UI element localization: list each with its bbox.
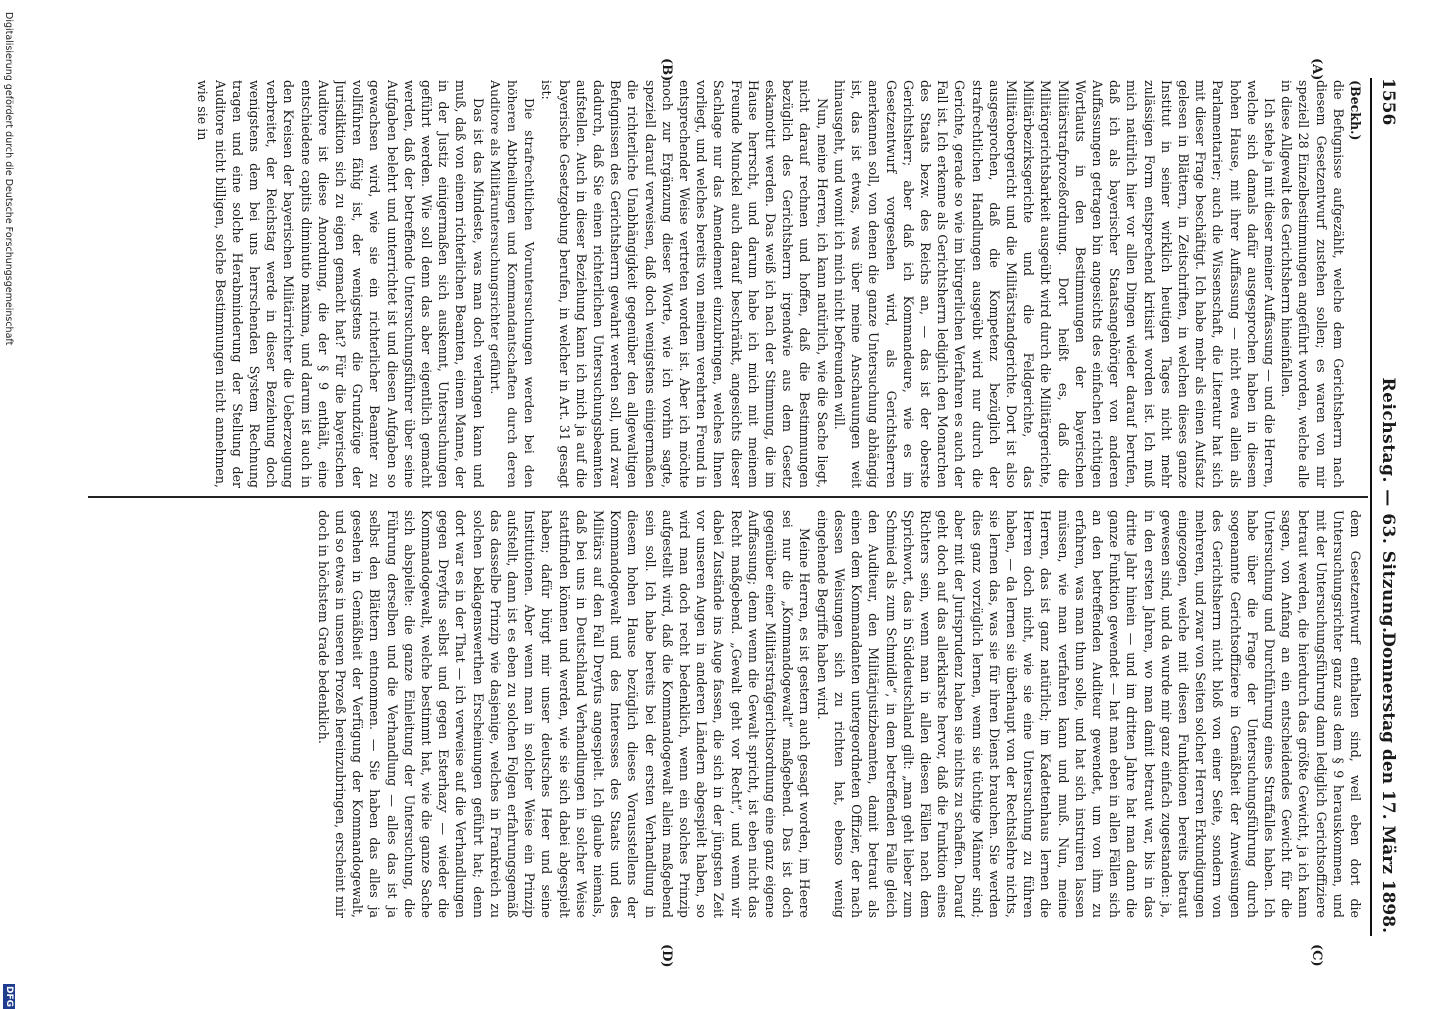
digitization-credit	[3, 12, 14, 345]
right-column	[94, 510, 1364, 918]
paragraph: dem Gesetzentwurf enthalten sind, weil eben dort die Untersuchungsrichter ganz aus dem § 9 herauskommen, und mit der Untersuchungsführung dann lediglich Gerichtsoffiziere betraut werden, die hierdurch das größte Gewicht, ja ich kann sagen, von Anfang an ein entscheidendes Gewicht für die Untersuchung und Durchführung eines Straffalles haben. Ich habe über die Frage der Untersuchungsführung durch sogenannte Gerichtsoffiziere in Gemäßheit der Anweisungen des Gerichtsherrn nicht bloß von einer Seite, sondern von mehreren, und zwar von Seiten solcher Herren Erkundigungen eingezogen, welche mit diesen Funktionen bereits betraut gewesen sind, und da wurde mir ganz einfach zugestanden: ja, in den ersten Jahren, wo man damit betraut war, bis in das dritte Jahr hinein — und im dritten Jahre hat man dann die ganze Funktion gewendet — hat man eben in allen Fällen sich an den betreffenden Auditeur gewendet, um von ihm zu erfahren, was man thun solle, und hat sich instruiren lassen müssen, wie man verfahren kann und muß. Nun, meine Herren, das ist ganz natürlich; im Kadettenhaus lernen die Herren doch nicht, wie sie eine Untersuchung zu führen haben, — da lernen sie überhaupt von der Rechtslehre nichts, sie lernen das, was sie für ihren Dienst brauchen. Sie werden dies ganz vorzüglich lernen, wenn sie tüchtige Männer sind; aber mit der Jurisprudenz haben sie nichts zu schaffen. Darauf geht doch auf das allerklarste hervor, daß die Funktion eines Richters sein, wenn man in allen diesen Fällen nach dem Sprichwort, das in Süddeutschland gilt: „man geht lieber zum Schmied als zum Schmidle“, in dem betreffenden Falle gleich den Auditeur, den Militärjustizbeamten, damit betraut als einen dem Kommandanten untergeordneten Offizier, der nach dessen Weisungen sich zu richten hat, ebenso wenig eingehende Begriffe haben wird.	[814, 510, 1363, 918]
page-header	[1374, 78, 1404, 933]
column-divider	[88, 496, 1368, 498]
paragraph: Nun, meine Herren, ich kann natürlich, wie die Sache liegt, nicht darauf rechnen und hoffen, daß die Bestimmungen bezüglich des Gerichtsherrn irgendwie aus dem Gesetz eskamotirt werden. Das weiß ich nach der Stimmung, die im Hause herrscht, und darum habe ich mich mit meinem Freunde Munckel auch darauf beschränkt, angesichts dieser Sachlage nur das Amendement einzubringen, welches Ihnen vorliegt, und welches bereits von meinem verehrten Freund in entsprechender Weise vertreten worden ist. Aber ich möchte noch zur Ergänzung dieser Worte, wie ich vorhin sagte, speziell darauf verweisen, daß doch wenigstens einigermaßen die richterliche Unabhängigkeit gegenüber den allgewaltigen Befugnissen des Gerichtsherrn gewahrt werden soll, und zwar dadurch, daß Sie einen richterlichen Untersuchungsbeamten aufstellen. Auch in dieser Beziehung kann ich mich ja auf die bayerische Gesetzgebung berufen, in welcher in Art. 31 gesagt ist:	[539, 80, 830, 488]
margin-marker-b: (B)	[659, 58, 674, 82]
paragraph: Das ist das Mindeste, was man doch verlangen kann und muß, daß von einem richterlichen Beamten, einem Manne, der in der Justiz einigermaßen sich auskennt, Untersuchungen geführt werden. Wie soll denn das aber eigentlich gemacht werden, daß der betreffende Untersuchungsführer über seine Aufgaben belehrt und unterrichtet ist und diesen Aufgaben so gewachsen wird, wie sie ein richterlicher Beamter zu vollführen fähig ist, der wenigstens die Grundzüge der Jurisdiktion sich zu eigen gemacht hat? Für die bayerischen Auditore ist diese Anordnung, die der § 9 enthält, eine entschiedene capitis diminutio maxima, und darum ist auch in den Kreisen der bayerischen Militärrichter die Ueberzeugung verbreitet, der Reichstag werde in dieser Beziehung doch wenigstens dem bei uns herrschenden System Rechnung tragen und eine solche Herabminderung der Stellung der Auditore nicht billigen, solche Bestimmungen nicht annehmen, wie sie in	[195, 80, 486, 488]
paragraph: Ich stehe ja mit dieser meiner Auffassung — und die Herren, welche sich damals dafür ausgesprochen haben in diesem hohen Hause, mit ihrer Auffassung — nicht etwa allein als Parlamentarier; auch die Wissenschaft, die Literatur hat sich mit dieser Frage beschäftigt. Ich habe mehr als einen Aufsatz gelesen in Blättern, in Zeitschriften, in welchen dieses ganze Institut in seiner wirklich heutigen Tages nicht mehr zulässigen Form entsprechend kritisirt worden ist. Ich muß mich natürlich hier vor allen Dingen wieder darauf berufen, daß ich als bayerischer Staatsangehöriger von anderen Auffassungen getragen bin angesichts des einfachen richtigen Wortlauts in den Bestimmungen der bayerischen Militärstrafprozeßordnung. Dort heißt es, daß die Militärgerichtsbarkeit ausgeübt wird durch die Militärgerichte, Militärbezirksgerichte und die Feldgerichte, das Militärobergericht und die Militärstandgerichte. Dort ist also ausgesprochen, daß die Kompetenz bezüglich der strafrechtlichen Handlungen ausgeübt wird nur durch die Gerichte, gerade so wie im bürgerlichen Verfahren es auch der Fall ist. Ich erkenne als Gerichtsherrn lediglich den Monarchen des Staats bezw. des Reichs an, — das ist der oberste Gerichtsherr; aber daß ich Kommandeure, wie es im Gesetzentwurf vorgesehen wird, als Gerichtsherren anerkennen soll, von denen die ganze Untersuchung abhängig ist, das ist etwas, was über meine Anschauungen weit hinausgeht, und womit ich mich nicht befreunden will.	[831, 80, 1277, 488]
margin-marker-d: (D)	[659, 944, 674, 968]
law-quote: Die strafrechtlichen Voruntersuchungen werden bei den höheren Abtheilungen und Kommandantschaften durch deren Auditore als Militäruntersuchungsrichter geführt.	[487, 80, 538, 488]
margin-marker-a: (A)	[1309, 58, 1324, 81]
header-rule	[1370, 78, 1372, 936]
page-number: 1556	[1378, 78, 1398, 126]
margin-marker-c: (C)	[1309, 944, 1324, 967]
paragraph: die Befugnisse aufgezählt, welche dem Gerichtsherrn nach diesem Gesetzentwurf zustehen sollen; es waren von mir speziell 28 Einzelbestimmungen angeführt worden, welche alle in diese Allgewalt des Gerichtsherrn hineinfallen.	[1279, 80, 1346, 488]
header-title: Reichstag. — 63. Sitzung.	[1378, 377, 1398, 634]
dfg-logo: DFG	[4, 986, 14, 1008]
paragraph: Meine Herren, es ist gestern auch gesagt worden, im Heere sei nur die „Kommandogewalt“ maßgebend. Das ist doch gegenüber einer Militärstrafgerichtsordnung eine ganz eigene Auffassung; denn wenn die Gewalt spricht, ist eben nicht das Recht maßgebend. „Gewalt geht vor Recht“, und wenn wir dabei Zustände ins Auge fassen, die sich in der jüngsten Zeit vor unseren Augen in anderen Ländern abgespielt haben, so wird man doch recht bedenklich, wenn ein solches Prinzip aufgestellt wird, daß die Kommandogewalt allein maßgebend sein soll. Ich habe bereits bei der ersten Verhandlung in diesem hohen Hause bezüglich dieses Vorausstellens der Kommandogewalt und des Interesses des Staats und des Militärs auf den Fall Dreyfus angespielt. Ich glaube niemals, daß bei uns in Deutschland Verhandlungen in solcher Weise stattfinden können und werden, wie sie sich dabei abgespielt haben; dafür bürgt mir unser deutsches Heer und seine Institutionen. Aber wenn man in solcher Weise ein Prinzip aufstellt, dann ist es eben zu solchen Folgen erfahrungsgemäß das dasselbe Prinzip wie dasjenige, welches in Frankreich zu solchen beklagenswerthen Erscheinungen geführt hat; denn dort war es in der That — ich verweise auf die Verhandlungen gegen Dreyfus selbst und gegen Esterhazy — wieder die Kommandogewalt, welche bestimmt hat, wie die ganze Sache sich abspielte: die ganze Einleitung der Untersuchung, die Führung derselben und die Verhandlung — alles das ist ja selbst den Blättern entnommen. — Sie haben das alles ja gesehen in Gemäßheit der Verfügung der Kommandogewalt, und so etwas in unseren Prozeß hereinzubringen, erscheint mir doch in höchstem Grade bedenklich.	[315, 510, 813, 918]
header-date: Donnerstag den 17. März 1898.	[1378, 632, 1398, 933]
credit-text: Digitalisierung gefördert durch die Deutsche Forschungsgemeinschaft	[3, 12, 14, 346]
left-column	[94, 80, 1364, 488]
speaker-label: (Beckh.)	[1348, 80, 1363, 141]
